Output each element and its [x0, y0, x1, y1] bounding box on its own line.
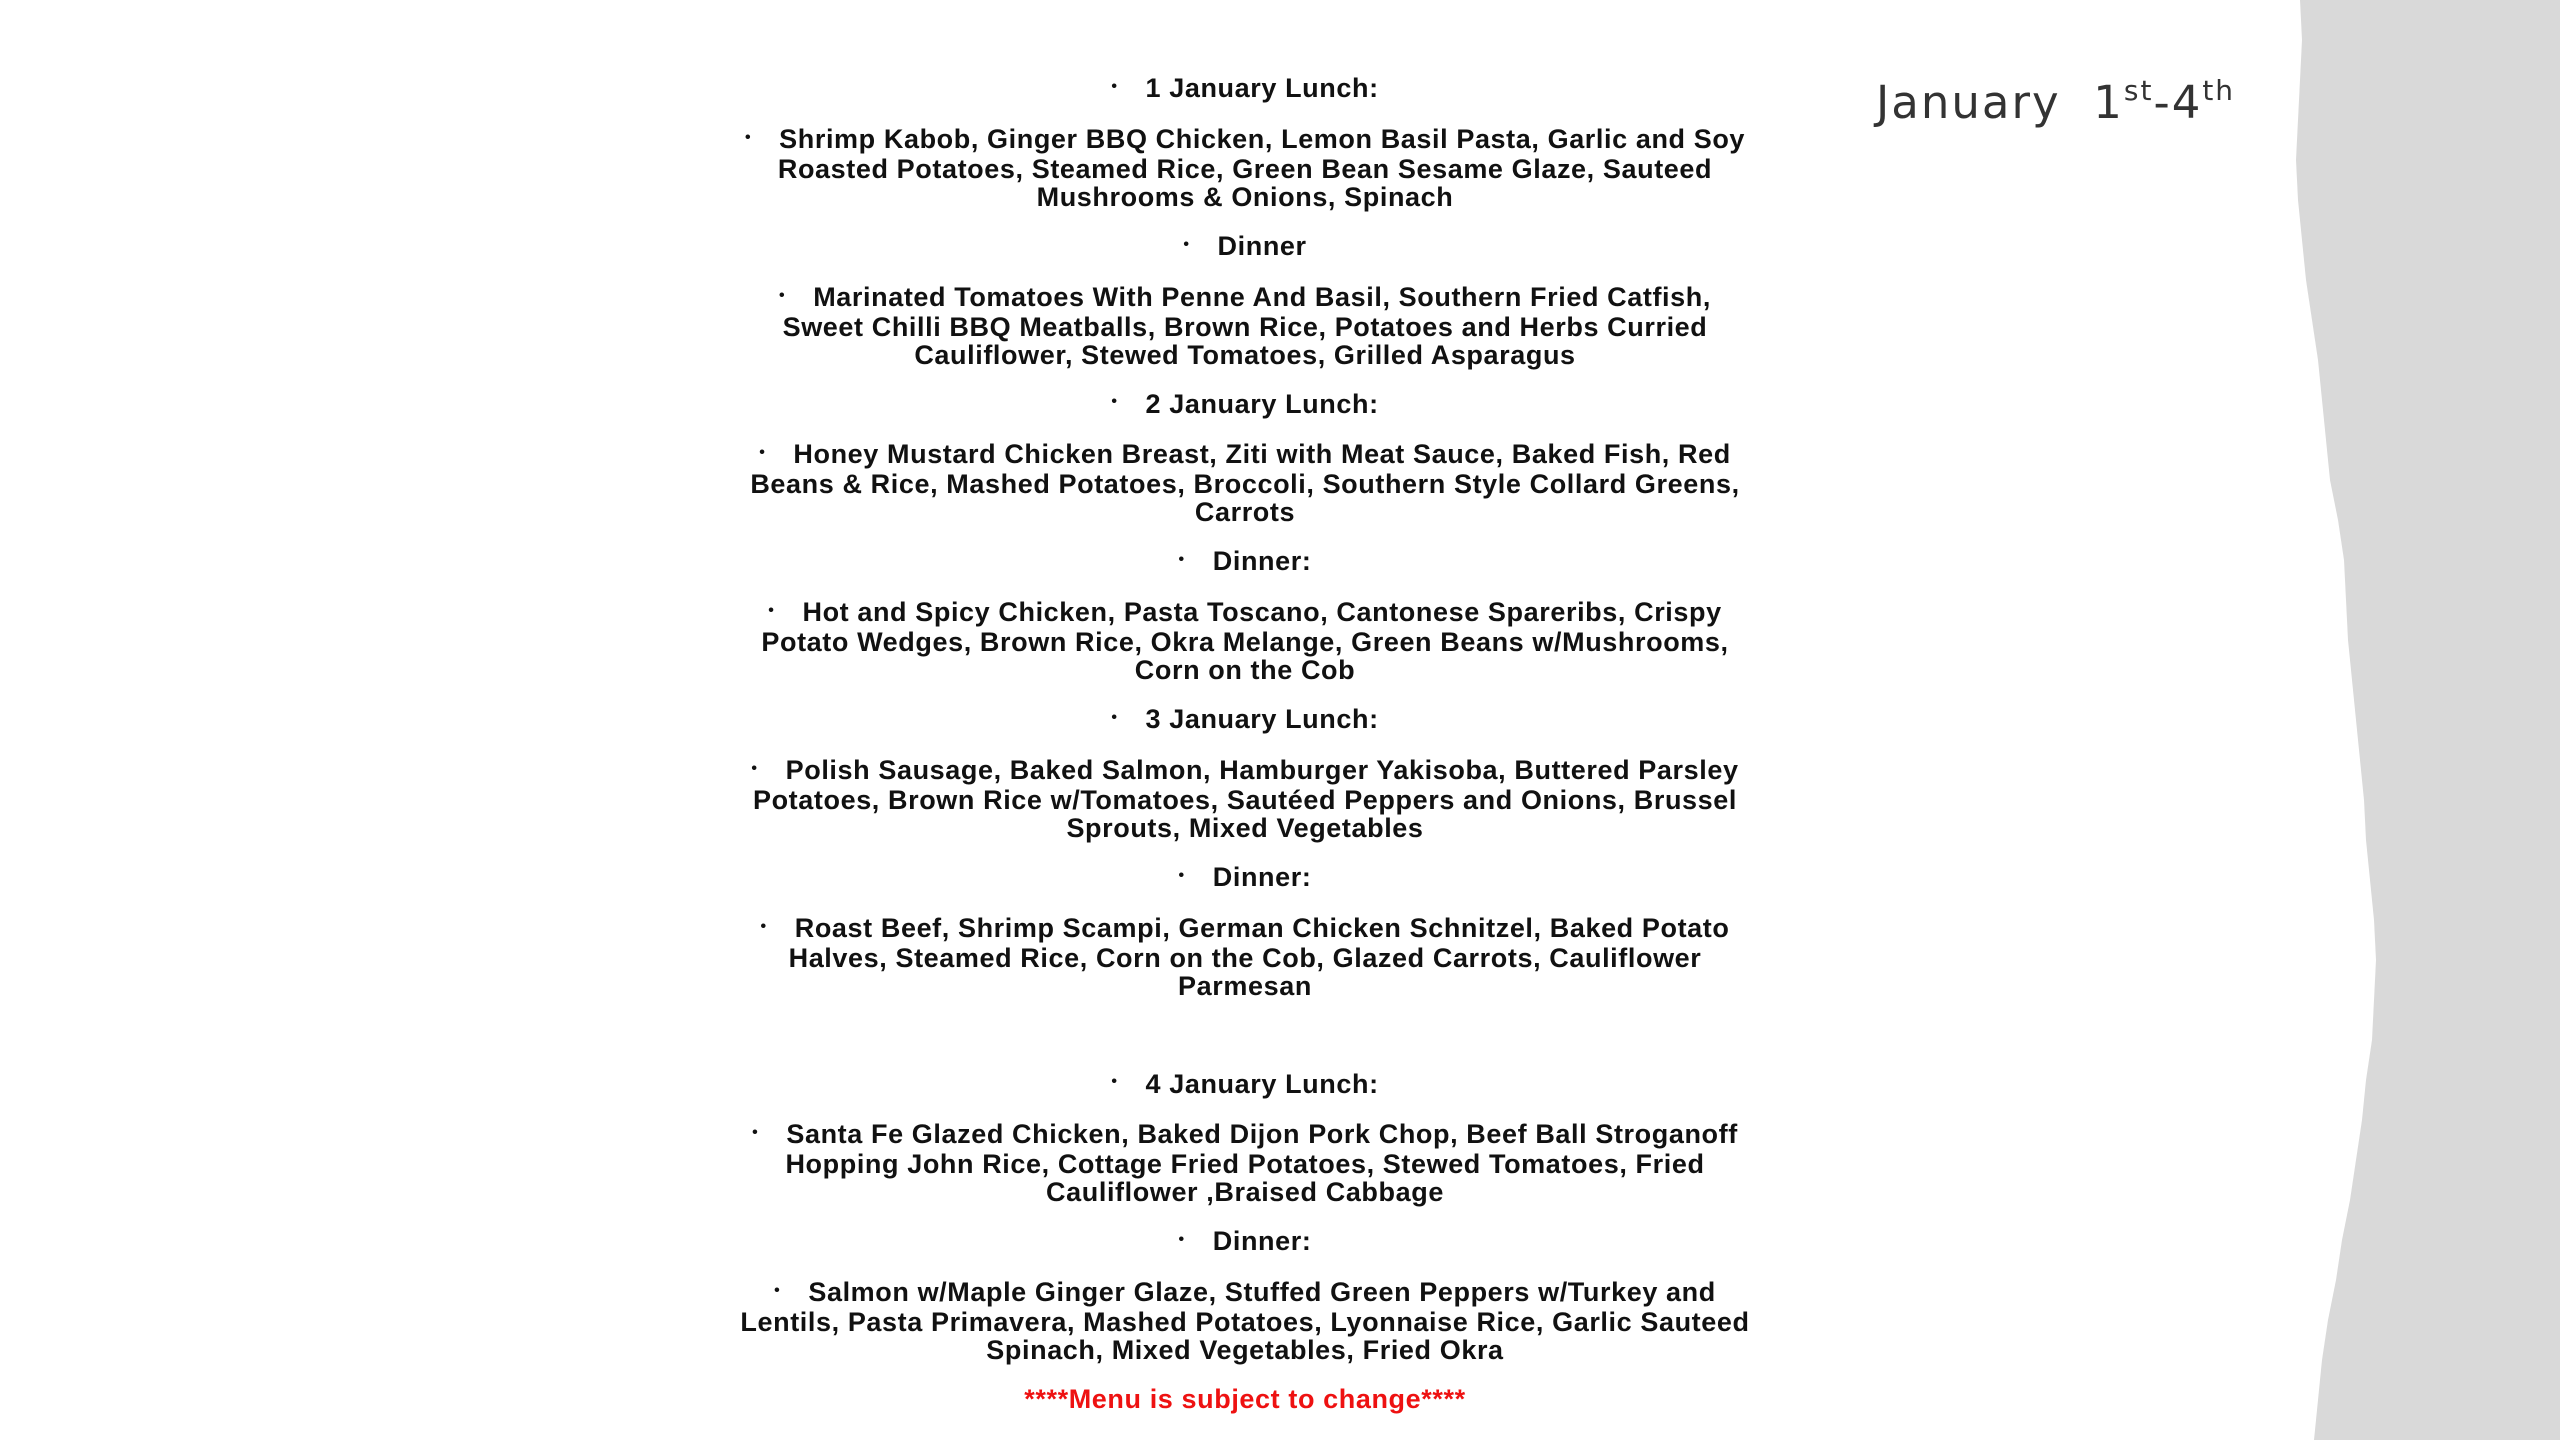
bullet-glyph: •: [1183, 235, 1190, 253]
menu-items-day3-dinner: [740, 914, 1750, 1000]
title-start-day: 1: [2093, 76, 2124, 129]
title-separator: -: [2153, 76, 2172, 129]
bullet-glyph: •: [751, 759, 758, 777]
menu-heading-text: 2 January Lunch:: [1145, 388, 1379, 419]
menu-items-day1-dinner: [740, 283, 1750, 369]
menu-items-text: Hot and Spicy Chicken, Pasta Toscano, Cantonese Spareribs, Crispy Potato Wedges, Brown Rice, Okra Melange, Green Beans w/Mushrooms, Corn on the Cob: [761, 597, 1729, 685]
menu-heading-text: 4 January Lunch:: [1145, 1068, 1379, 1099]
menu-items-day3-lunch: [740, 756, 1750, 842]
bullet-glyph: •: [752, 1124, 759, 1142]
menu-heading-day3-dinner: [740, 863, 1750, 893]
torn-paper-shape: [2296, 0, 2560, 1440]
date-range-title: [1876, 76, 2235, 129]
menu-heading-text: Dinner: [1217, 230, 1307, 261]
bullet-glyph: •: [779, 286, 786, 304]
bullet-glyph: •: [1111, 708, 1118, 726]
bullet-glyph: •: [1178, 866, 1185, 884]
menu-items-text: Polish Sausage, Baked Salmon, Hamburger Yakisoba, Buttered Parsley Potatoes, Brown Rice w/Tomatoes, Sautéed Peppers and Onions, Brussel Sprouts, Mixed Vegetables: [752, 754, 1739, 843]
menu-heading-day4-lunch: [740, 1070, 1750, 1100]
bullet-glyph: •: [744, 128, 752, 146]
title-end-suffix: th: [2202, 74, 2236, 107]
bullet-glyph: •: [1178, 1231, 1185, 1249]
menu-items-day4-lunch: [740, 1120, 1750, 1206]
menu-heading-text: 1 January Lunch:: [1145, 73, 1379, 103]
menu-heading-day3-lunch: [740, 705, 1750, 735]
menu-items-text: Honey Mustard Chicken Breast, Ziti with Meat Sauce, Baked Fish, Red Beans & Rice, Mashed Potatoes, Broccoli, Southern Style Collard Greens, Carrots: [750, 439, 1740, 528]
menu-items-day2-lunch: [740, 440, 1750, 526]
menu-heading-text: Dinner:: [1212, 1226, 1312, 1257]
menu-heading-day1-dinner: [740, 232, 1750, 262]
bullet-glyph: •: [1111, 77, 1118, 95]
menu-items-text: Shrimp Kabob, Ginger BBQ Chicken, Lemon Basil Pasta, Garlic and Soy Roasted Potatoes, Steamed Rice, Green Bean Sesame Glaze, Sauteed Mushrooms & Onions, Spinach: [777, 123, 1746, 212]
bullet-glyph: •: [1111, 1073, 1118, 1091]
menu-heading-text: Dinner:: [1212, 546, 1312, 577]
menu-heading-day2-lunch: [740, 390, 1750, 420]
bullet-glyph: •: [774, 1282, 781, 1299]
menu-list: [740, 74, 1750, 1434]
bullet-glyph: •: [768, 602, 775, 619]
menu-items-text: Santa Fe Glazed Chicken, Baked Dijon Pork Chop, Beef Ball Stroganoff Hopping John Rice, Cottage Fried Potatoes, Stewed Tomatoes, Fried Cauliflower ,Braised Cabbage: [785, 1119, 1738, 1208]
menu-items-day4-dinner: [740, 1278, 1750, 1364]
menu-change-notice: ****Menu is subject to change****: [1024, 1384, 1466, 1414]
bullet-glyph: •: [760, 917, 767, 935]
bullet-glyph: •: [759, 444, 766, 462]
title-start-suffix: st: [2123, 74, 2154, 107]
menu-heading-text: Dinner:: [1212, 861, 1312, 892]
menu-heading-day2-dinner: [740, 547, 1750, 577]
menu-items-text: Marinated Tomatoes With Penne And Basil, Southern Fried Catfish, Sweet Chilli BBQ Meatballs, Brown Rice, Potatoes and Herbs Curried Cauliflower, Stewed Tomatoes, Grilled Asparagus: [782, 281, 1711, 370]
menu-items-day2-dinner: [740, 598, 1750, 684]
menu-items-text: Roast Beef, Shrimp Scampi, German Chicken Schnitzel, Baked Potato Halves, Steamed Rice, Corn on the Cob, Glazed Carrots, Cauliflower Parmesan: [788, 912, 1730, 1001]
title-month: January: [1876, 76, 2061, 129]
menu-heading-text: 3 January Lunch:: [1145, 704, 1379, 734]
title-end-day: 4: [2171, 76, 2203, 129]
menu-items-day1-lunch: [740, 125, 1750, 211]
menu-heading-day4-dinner: [740, 1227, 1750, 1257]
bullet-glyph: •: [1178, 551, 1185, 569]
menu-items-text: Salmon w/Maple Ginger Glaze, Stuffed Green Peppers w/Turkey and Lentils, Pasta Primavera, Mashed Potatoes, Lyonnaise Rice, Garlic Sauteed Spinach, Mixed Vegetables, Fried Okra: [740, 1277, 1750, 1365]
menu-heading-day1-lunch: [740, 74, 1750, 104]
bullet-glyph: •: [1111, 393, 1118, 411]
